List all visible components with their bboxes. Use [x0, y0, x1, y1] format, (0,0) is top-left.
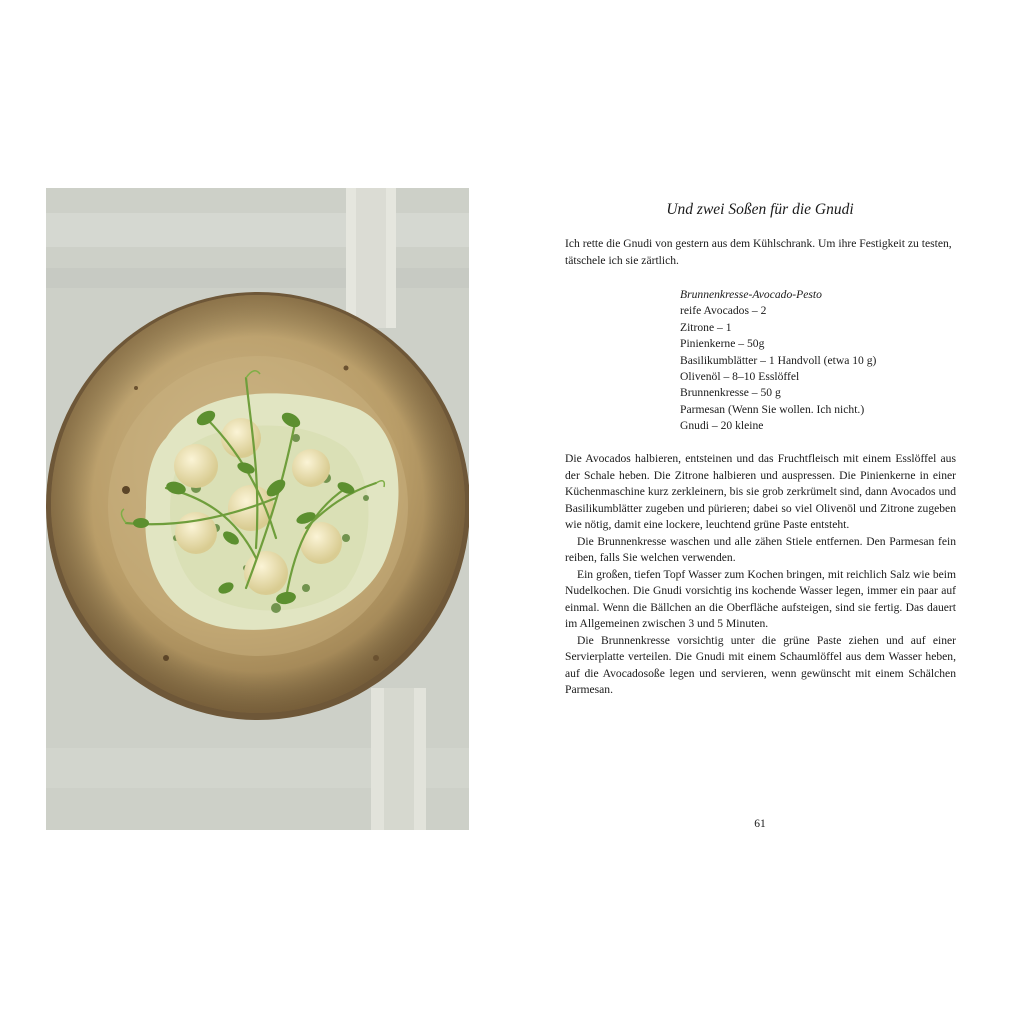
page-number: 61 [754, 818, 766, 830]
ingredient-item: Gnudi – 20 kleine [680, 419, 764, 433]
gnudi-plate-image [46, 188, 469, 830]
ingredient-item: Parmesan (Wenn Sie wollen. Ich nicht.) [680, 402, 865, 416]
ingredient-item: Basilikumblätter – 1 Handvoll (etwa 10 g) [680, 353, 877, 367]
intro-paragraph: Ich rette die Gnudi von gestern aus dem Kühlschrank. Um ihre Festigkeit zu testen, tätschele ich sie zärtlich. [565, 237, 952, 267]
ingredient-list [680, 287, 876, 435]
method-paragraph: Die Avocados halbieren, entsteinen und das Fruchtfleisch mit einem Esslöffel aus der Schale heben. Die Zitrone halbieren und auspressen. Die Pinienkerne in einer Küchenmaschine kurz zerkleinern, bis sie grob zerkrümelt sind, dann Avocados und Basilikumblätter zugeben und pürieren; dabei so viel Olivenöl und Zitrone zugeben wie nötig, damit eine lockere, leuchtend grüne Paste entsteht. [565, 452, 956, 531]
ingredient-item: Brunnenkresse – 50 g [680, 386, 781, 400]
method-paragraph: Die Brunnenkresse waschen und alle zähen Stiele entfernen. Den Parmesan fein reiben, falls Sie welchen verwenden. [565, 534, 956, 564]
ingredients-heading: Brunnenkresse-Avocado-Pesto [680, 288, 822, 301]
ingredient-item: reife Avocados – 2 [680, 304, 767, 318]
method-paragraph: Ein großen, tiefen Topf Wasser zum Kochen bringen, mit reichlich Salz wie beim Nudelkochen. Die Gnudi vorsichtig ins kochende Wasser legen, immer ein paar auf einmal. Wenn die Bällchen an die Oberfläche aufsteigen, sind sie fertig. Das dauert im Allgemeinen zwischen 3 und 5 Minuten. [565, 567, 956, 630]
ingredient-item: Zitrone – 1 [680, 320, 732, 334]
food-photo [46, 188, 469, 830]
method-paragraph: Die Brunnenkresse vorsichtig unter die grüne Paste ziehen und auf einer Servierplatte verteilen. Die Gnudi mit einem Schaumlöffel aus dem Wasser heben, auf die Avocadosoße legen und servieren, wenn gewünscht mit einem Schälchen Parmesan. [565, 633, 956, 696]
ingredient-item: Olivenöl – 8–10 Esslöffel [680, 370, 800, 384]
method-section [565, 451, 956, 699]
recipe-title: Und zwei Soßen für die Gnudi [666, 201, 854, 218]
ingredient-item: Pinienkerne – 50g [680, 337, 765, 351]
